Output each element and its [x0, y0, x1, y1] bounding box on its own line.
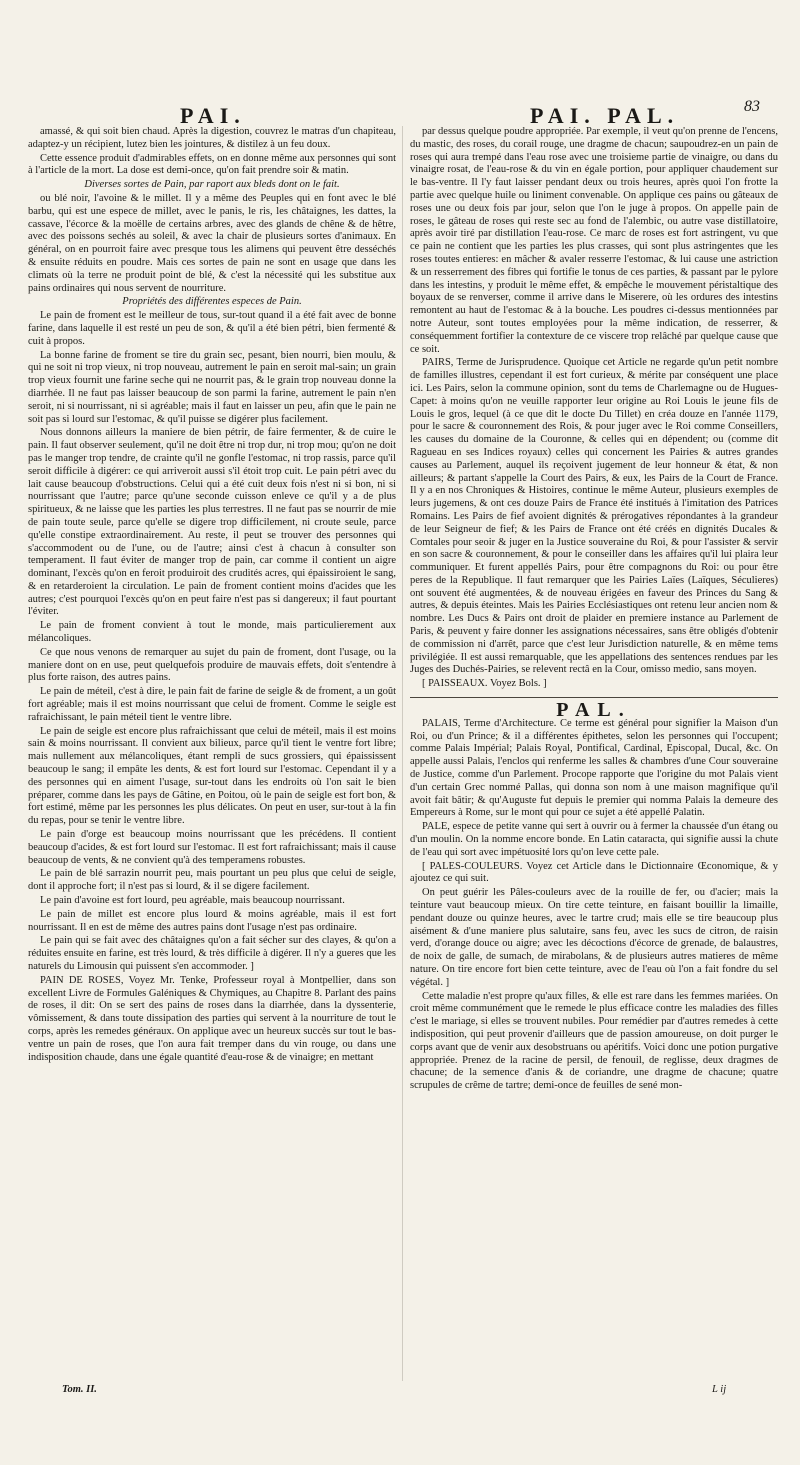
paragraph: Le pain de seigle est encore plus rafraichissant que celui de méteil, mais il est moins sain & moins nourrissant. Il convient aux bilieux, parce qu'il tient le ventre fort libre; mais nullement aux mélancoliques, étant rempli de sucs grossiers, qui épaississent beaucoup le sang; il empâte les dents, & est fort lourd sur l'estomac. Cependant il y a des personnes qui en aiment l'usage, sur-tout dans les endroits où l'on sait le bien préparer, comme dans les pays de Gâtine, en Poitou, où le pain de seigle est fort bon, & fort estimé, même par les personnes les plus délicates. On peut en user, sur-tout à la fin du repas, pour se tenir le ventre libre. — [28, 725, 396, 827]
paragraph: PAIRS, Terme de Jurisprudence. Quoique cet Article ne regarde qu'un petit nombre de familles illustres, cependant il est fort curieux, & mérite par conséquent une place ici. Les Pairs, selon la commune opinion, sont du tems de Charlemagne ou de Hugues-Capet: à moins qu'on ne veuille rapporter leur origine au Roi Louis le jeune fils de Louis le gros, lequel (à ce que dit le docte Du Tillet) en créa douze en l'année 1179, pour le sacre & couronnement des Rois, & pour juger avec le Roi comme Conseillers, les causes du domaine de la Couronne, & celles qui en dépendent; ou (comme dit Ragueau en ses Indices royaux) celles qui concernent les Pairies & autres grandes causes au Parlement, auquel ils reçoivent jugement de leur honneur & état, & non ailleurs; & partant s'appelle la Court des Pairs, & eux, les Pairs de la Court de France. Il y a en nos Chroniques & Histoires, continue le même Auteur, plusieurs exemples de leurs jugemens, & ont ces douze Pairs de France été institués à l'imitation des Patrices Romains. Les Pairs de fief avoient dignités & prérogatives répondantes à la grandeur de leur Seigneur de fief; & les Pairs de France ont été créés en dignités Ducales & Comtales pour seoir & juger en la Justice souveraine du Roi, & pour l'assister & servir en son sacre & couronnement, & pour le conseiller dans les affaires qu'il lui plaira leur communiquer. Et furent appellés Pairs, pour être compagnons du Roi: ou pour être peres de la Republique. Il faut remarquer que les Pairies Laïes (Laïques, Séculieres) ont souvent été augmentées, & de nouveau érigées en faveur des Princes du Sang & autres, & depuis éteintes. Mais les Pairies Ecclésiastiques ont retenu leur ancien nom & nombre. Les Ducs & Pairs ont droit de plaider en premiere instance au Parlement de Paris, & peuvent y faire donner les assignations nécessaires, sans être obligés d'obtenir de commission ni d'arrêt, parce que c'est leur Jurisdiction naturelle, & en même tems privilégiée. Il est aussi remarquable, que les appellations des sentences rendues par les Juges des Duchés-Pairies, se relevent rectâ en la Cour, omisso medio, sans moyen. — [410, 357, 778, 676]
paragraph: Le pain de froment convient à tout le monde, mais particulierement aux mélancoliques. — [28, 620, 396, 645]
paragraph: On peut guérir les Pâles-couleurs avec de la rouille de fer, ou d'acier; mais la teinture vaut beaucoup mieux. On tire cette teinture, en faisant bouillir la limaille, pendant douze ou quinze heures, avec le tartre crud; mais elle se tire beaucoup plus aisément & d'une maniere plus salutaire, sans feu, avec les sucs de citron, de raisin verd, d'orange douce ou aigre; avec les décoctions d'écorce de grenade, de balaustres, de noix de galle, de sumach, de mirabolans, & de plusieurs autres matieres de même nature. On tire encore fort bien cette teinture, avec de l'eau où l'on a fait fondre du sel végétal. ] — [410, 887, 778, 988]
paragraph: amassé, & qui soit bien chaud. Après la digestion, couvrez le matras d'un chapiteau, adaptez-y un récipient, lutez bien les jointures, & distilez à un feu doux. — [28, 126, 396, 150]
paragraph: Le pain qui se fait avec des châtaignes qu'on a fait sécher sur des clayes, & qu'on a réduites ensuite en farine, est très lourd, & très difficile à digérer. Il n'y a gueres que les naturels du Limousin qui puissent s'en accommoder. ] — [28, 935, 396, 972]
paragraph: PALE, espece de petite vanne qui sert à ouvrir ou à fermer la chaussée d'un étang ou d'un moulin. On la nomme encore bonde. En Latin cataracta, qui signifie aussi la chute de l'eau qui sort avec impétuosité lors qu'on leve cette pale. — [410, 821, 778, 858]
paragraph: Cette essence produit d'admirables effets, on en donne même aux personnes qui sont à l'article de la mort. La dose est demi-once, qu'on fait prendre soir & matin. — [28, 152, 396, 177]
subheading: Diverses sortes de Pain, par raport aux bleds dont on le fait. — [84, 179, 340, 191]
left-column — [28, 126, 396, 1065]
paragraph: [ PALES-COULEURS. Voyez cet Article dans le Dictionnaire Œconomique, & y ajoutez ce qui suit. — [410, 860, 778, 885]
paragraph: ou blé noir, l'avoine & le millet. Il y a même des Peuples qui en font avec le blé barbu, qui est une espece de millet, avec le panis, le ris, les châtaignes, les dattes, la cassave, l'écorce & la moëlle de certains arbres, avec des glands de chêne & de hêtre, avec des poissons sechés au soleil, & avec la chair de plusieurs sortes d'animaux. En général, on en pourroit faire avec presque tous les alimens qui peuvent être desséchés & ensuite réduits en poudre. Mais ces sortes de pain ne sont en usage que dans les climats où la terre ne produit point de blé, & c'est la nécessité qui les substitue aux pains ordinaires qui nous servent de nourriture. — [28, 192, 396, 294]
paragraph: Le pain de blé sarrazin nourrit peu, mais pourtant un peu plus que celui de seigle, dont il approche fort; il n'est pas si lourd, & il se digere facilement. — [28, 868, 396, 893]
paragraph: La bonne farine de froment se tire du grain sec, pesant, bien nourri, bien moulu, & qui ne soit ni trop vieux, ni trop nouveau, autrement le pain en seroit mal-sain; un grain trop vieux fournit une farine seche qui ne nourrit pas, & le grain trop nouveau donne la diarrhée. Il ne faut pas laisser beaucoup de son parmi la farine, autrement le pain n'en seroit, ni si nourrissant, ni si agréable; mais il faut en laisser un peu, afin que le pain ne soit pas si lourd sur l'estomac, & qu'il puisse se digérer plus facilement. — [28, 349, 396, 425]
divider — [410, 697, 778, 698]
cross-reference: [ PAISSEAUX. Voyez Bols. ] — [422, 678, 547, 690]
subheading: Propriétés des différentes especes de Pain. — [122, 296, 302, 308]
running-head-right: PAI. PAL. — [530, 103, 680, 128]
page-number: 83 — [744, 98, 760, 115]
section-heading: PAL. — [556, 699, 632, 722]
volume-signature: Tom. II. — [62, 1384, 97, 1395]
column-divider — [402, 126, 403, 1381]
paragraph: Le pain de méteil, c'est à dire, le pain fait de farine de seigle & de froment, a un goût fort agréable; mais il est moins nourrissant que celui de froment. Comme le seigle est rafraichissant, le pain méteil tient le ventre libre. — [28, 686, 396, 723]
paragraph: Ce que nous venons de remarquer au sujet du pain de froment, dont l'usage, ou la maniere dont on en use, peut quelquefois produire de mauvais effets, doit s'entendre à plus forte raison, des autres pains. — [28, 646, 396, 684]
paragraph: Le pain d'orge est beaucoup moins nourrissant que les précédens. Il contient beaucoup d'acides, & est fort lourd sur l'estomac. Il est fort rafraichissant; mais il cause beaucoup de vents, & ne convient qu'à des temperamens robustes. — [28, 829, 396, 866]
paragraph: PAIN DE ROSES, Voyez Mr. Tenke, Professeur royal à Montpellier, dans son excellent Livre de Formules Galéniques & Chymiques, au Chapitre 8. Parlant des pains de roses, il dit: On se sert des pains de roses dans la diarrhée, dans la dyssenterie, vômissement, & dans toute dissipation des parties qui servent à la nourriture de tout le corps, après les remedes généraux. On applique avec un heureux succès sur tout le bas-ventre un pain de roses, que l'on aura fait tremper dans du vin rouge, ou dans une indisposition chaude, dans une égale quantité d'eau-rose & de vinaigre; en mettant — [28, 974, 396, 1063]
paragraph: PALAIS, Terme d'Architecture. Ce terme est général pour signifier la Maison d'un Roi, ou d'un Prince; & il a différentes épithetes, selon les personnes qui l'occupent; comme Palais Impérial; Palais Royal, Pontifical, Cardinal, Episcopal, Ducal, &c. On appelle aussi Palais, l'enclos qui renferme les salles & chambres d'une Cour souveraine de Justice, comme d'un Parlement. Procope rapporte que l'origine du mot Palais vient d'un certain Grec nommé Pallas, qui donna son nom à une maison magnifique qu'il avoit fait bâtir; & qu'Auguste fut depuis le premier qui nomma Palais la demeure des Empereurs à Rome, sur le mont qui pour ce sujet a été appellé Palatin. — [410, 717, 778, 819]
paragraph: Cette maladie n'est propre qu'aux filles, & elle est rare dans les femmes mariées. On croit même communément que le remede le plus efficace contre les maladies des filles c'est le mariage, si elles se trouvent nubiles. Pour remédier par d'autres remedes à cette indisposition, qui peut provenir d'ailleurs que de passion amoureuse, on doit purger le corps avant que de venir aux desobstruans ou apéritifs. Voici donc une potion purgative appropriée. Prenez de la racine de persil, de fenouil, de reglisse, deux dragmes de chacune; de la semence d'anis & de coriandre, une dragme de chacune; quatre scrupules de crême de tartre; demi-once de feuilles de sené mon- — [410, 990, 778, 1092]
running-head-left: PAI. — [180, 103, 246, 128]
paragraph: Le pain de millet est encore plus lourd & moins agréable, mais il est fort nourrissant. Il en est de même des autres pains dont l'usage n'est pas ordinaire. — [28, 908, 396, 933]
paragraph: Nous donnons ailleurs la maniere de bien pétrir, de faire fermenter, & de cuire le pain. Il faut observer seulement, qu'il ne doit être ni trop dur, ni trop mou; qu'on ne doit pas le manger trop tendre, de crainte qu'il ne gonfle l'estomac, ni trop rassis, parce qu'il seroit difficile à digérer: ce qui arriveroit aussi s'il étoit trop cuit. Le pain pétri avec du lait cause beaucoup d'obstructions. Celui qui a été cuit deux fois n'est ni si bon, ni si nourrissant que l'autre; parce qu'une seconde cuisson enleve ce qu'il y a de plus spiritueux, & ne laisse que les parties les plus terrestres. Il ne faut pas se nourrir de mie de pain toute seule, parce qu'elle se digere trop difficilement, ni croute seule, parce qu'elle constipe extraordinairement. Au reste, il peut se trouver des personnes qui s'accommodent ou de l'une, ou de l'autre; ainsi c'est à chacun à consulter son temperament. Il faut éviter de manger trop de pain, car comme il contient un aigre dominant, l'excès qu'on en feroit produiroit des crudités acres, qui épaissiroient le sang, & en retarderoient la circulation. Le pain de froment contient moins d'acides que les autres; c'est pourquoi l'excès qu'on en peut faire n'est pas si dangereux; il faut pourtant l'éviter. — [28, 427, 396, 618]
paragraph: Le pain d'avoine est fort lourd, peu agréable, mais beaucoup nourrissant. — [40, 895, 345, 907]
paragraph: par dessus quelque poudre appropriée. Par exemple, il veut qu'on prenne de l'encens, du mastic, des roses, du corail rouge, une dragme de chacun; saupoudrez-en un pain de roses qui aura trempé dans l'eau rose avec une troisieme partie de vinaigre, ou dans du vinaigre rosat, de l'eau-rose & du vin en égale portion, pour appliquer chaudement sur le bas-ventre. Il l'y faut laisser pendant deux ou trois heures, après quoi l'on frotte la partie avec quelque huile ou liniment convenable. On applique ces pains ou gâteaux de roses une ou deux fois par jour, selon que l'on le juge à propos. On appelle pain de roses, le gâteau de roses qui reste sec au fond de l'alembic, ou autre vase distillatoire, après avoir tiré par distillation l'eau-rose. Ce marc de roses est fort astringent, vu que ce pain ne contient que les parties les plus crasses, qui sont plus astringentes que les roses toutes entieres: en mâcher & avaler resserre l'estomac, & lui cause une astriction & un resserrement des fibres qui fortifie le tonus de ces parties, & passant par le pylore dans les intestins, y produit le même effet, & empêche le mouvement péristaltique des boyaux de se renverser, comme il arrive dans le Miserere, où les ordures des intestins remontent au haut de l'estomac & à la bouche. Les poudres ci-dessus mentionnées par notre Auteur, sont toutes employées pour la même indication, de resserrer, & conséquemment fortifier la contexture de ce viscere trop relâché par quelque cause que ce soit. — [410, 126, 778, 355]
right-column — [410, 126, 778, 1094]
signature-mark: L ij — [712, 1384, 727, 1395]
paragraph: Le pain de froment est le meilleur de tous, sur-tout quand il a été fait avec de bonne farine, dans laquelle il est resté un peu de son, & qu'il a été bien pétri, bien fermenté & cuit à propos. — [28, 310, 396, 347]
